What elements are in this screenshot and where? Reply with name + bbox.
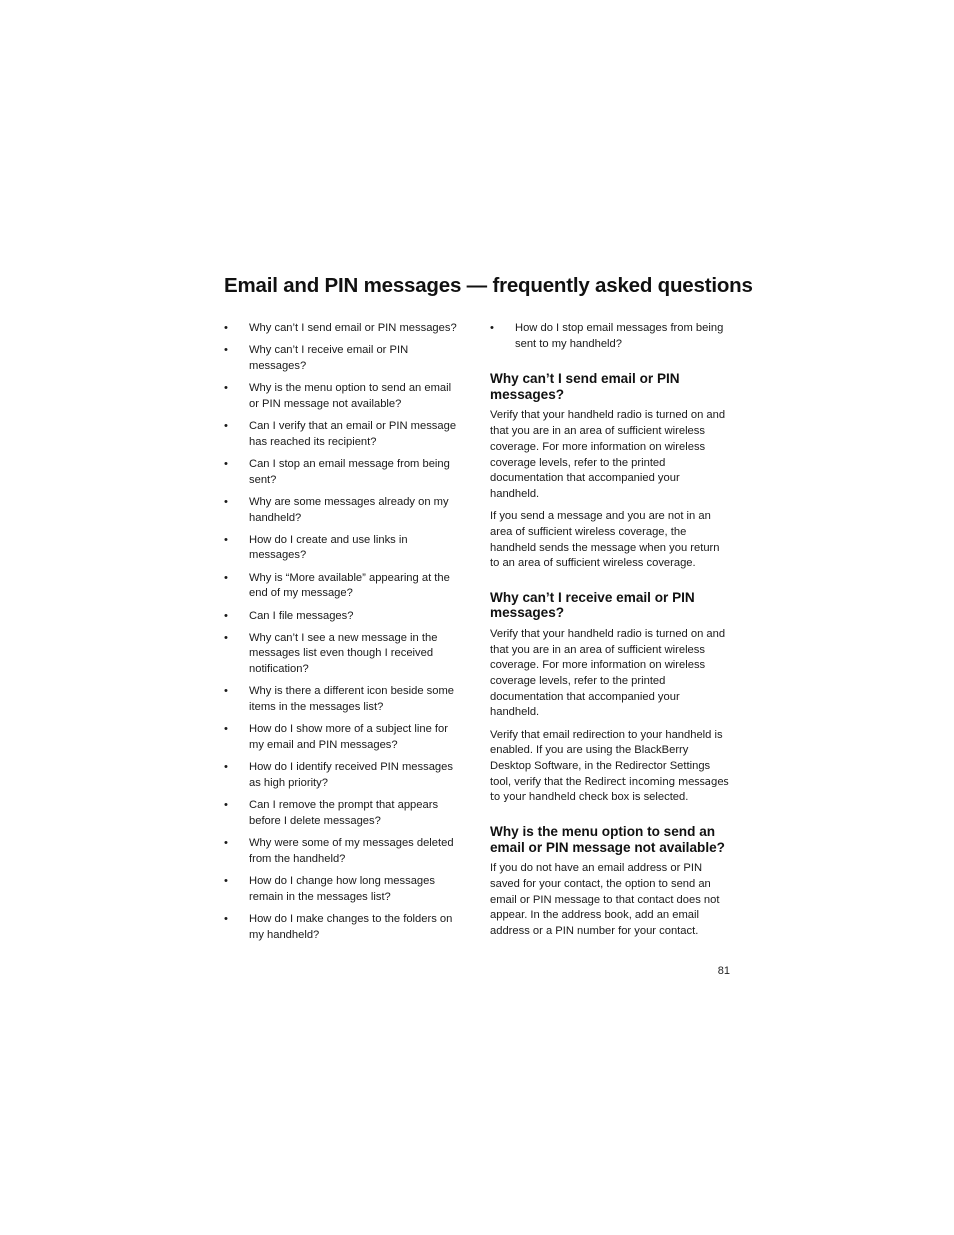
faq-question-text: Why can’t I see a new message in the messages list even though I received notification? [249,631,438,676]
bullet: • [224,344,228,357]
bullet: • [224,874,228,887]
faq-question-text: How do I stop email messages from being sent to my handheld? [515,322,724,350]
bullet: • [224,495,228,508]
faq-question-item [224,457,464,488]
faq-question-item [224,321,464,337]
faq-question-text: Why are some messages already on my handheld? [249,495,449,524]
faq-question-item [224,533,464,564]
bullet: • [224,457,228,470]
faq-question-item [490,321,730,352]
faq-question-list-continued [490,321,730,352]
faq-question-text: How do I show more of a subject line for my email and PIN messages? [249,723,448,751]
right-column [490,321,730,946]
bullet: • [224,912,228,925]
bullet: • [224,685,228,698]
bullet: • [490,322,494,334]
section-cant-send [490,371,730,572]
bullet: • [224,723,228,736]
bullet: • [224,631,228,644]
faq-question-text: How do I make changes to the folders on my handheld? [249,912,453,941]
paragraph: If you do not have an email address or PIN saved for your contact, the option to send an email or PIN message to that contact does not appear. In the address book, add an email address or a PIN number for your contact. [490,862,720,937]
faq-question-item [224,495,464,526]
bullet: • [224,420,228,433]
bullet: • [224,533,228,546]
faq-question-item [224,419,464,450]
paragraph: If you send a message and you are not in an area of sufficient wireless coverage, the handheld sends the message when you return to an area of sufficient wireless coverage. [490,510,720,570]
faq-question-text: Why can’t I send email or PIN messages? [249,322,457,334]
faq-question-text: Can I stop an email message from being sent? [249,457,450,486]
faq-question-text: Why is the menu option to send an email or PIN message not available? [249,382,452,410]
bullet: • [224,609,228,622]
faq-question-list [224,321,464,943]
page-title: Email and PIN messages — frequently asked questions [224,274,753,297]
faq-question-item [224,609,464,625]
bullet: • [224,761,228,774]
faq-question-item [224,798,464,829]
faq-question-item [224,722,464,753]
faq-question-text: How do I create and use links in messages? [249,533,408,562]
paragraph [490,728,730,807]
faq-question-text: How do I change how long messages remain in the messages list? [249,874,435,903]
faq-question-item [224,912,464,943]
paragraph-text: check box is selected. [575,791,689,804]
faq-question-item [224,631,464,678]
faq-question-text: Why can’t I receive email or PIN messages? [249,344,409,372]
faq-question-text: Why is there a different icon beside some items in the messages list? [249,685,455,714]
bullet: • [224,799,228,812]
section-menu-option [490,824,730,940]
faq-question-item [224,874,464,905]
faq-question-text: How do I identify received PIN messages as high priority? [249,761,453,789]
faq-question-text: Why were some of my messages deleted from the handheld? [249,836,454,865]
bullet: • [224,322,228,334]
bullet: • [224,836,228,849]
faq-question-item [224,571,464,602]
paragraph: Verify that your handheld radio is turned on and that you are in an area of sufficient wireless coverage. For more information on wireless coverage levels, refer to the printed documentation that accompanied your handheld. [490,409,726,500]
section-heading: Why can’t I receive email or PIN messages? [490,589,695,621]
section-heading: Why can’t I send email or PIN messages? [490,371,680,402]
paragraph: Verify that your handheld radio is turned on and that you are in an area of sufficient wireless coverage. For more information on wireless coverage levels, refer to the printed documentation that accompanied your handheld. [490,627,726,719]
faq-question-item [224,836,464,867]
faq-question-text: Can I remove the prompt that appears before I delete messages? [249,799,439,827]
ui-option-name: Redirect incoming messages to your handheld [490,775,729,804]
section-cant-receive [490,590,730,806]
bullet: • [224,571,228,584]
left-column [224,321,464,950]
paragraph-text: Verify that email redirection to your handheld is enabled. If you are using the BlackBerry Desktop Software, in the Redirector Settings tool, verify that the [490,728,723,788]
page-number: 81 [717,965,730,977]
section-heading: Why is the menu option to send an email or PIN message not available? [490,824,725,855]
faq-question-item [224,684,464,715]
bullet: • [224,382,228,395]
faq-question-item [224,760,464,791]
faq-question-item [224,343,464,374]
faq-question-text: Can I verify that an email or PIN message has reached its recipient? [249,420,457,448]
faq-question-text: Why is “More available” appearing at the end of my message? [249,571,450,600]
faq-question-item [224,381,464,412]
faq-question-text: Can I file messages? [249,609,354,622]
